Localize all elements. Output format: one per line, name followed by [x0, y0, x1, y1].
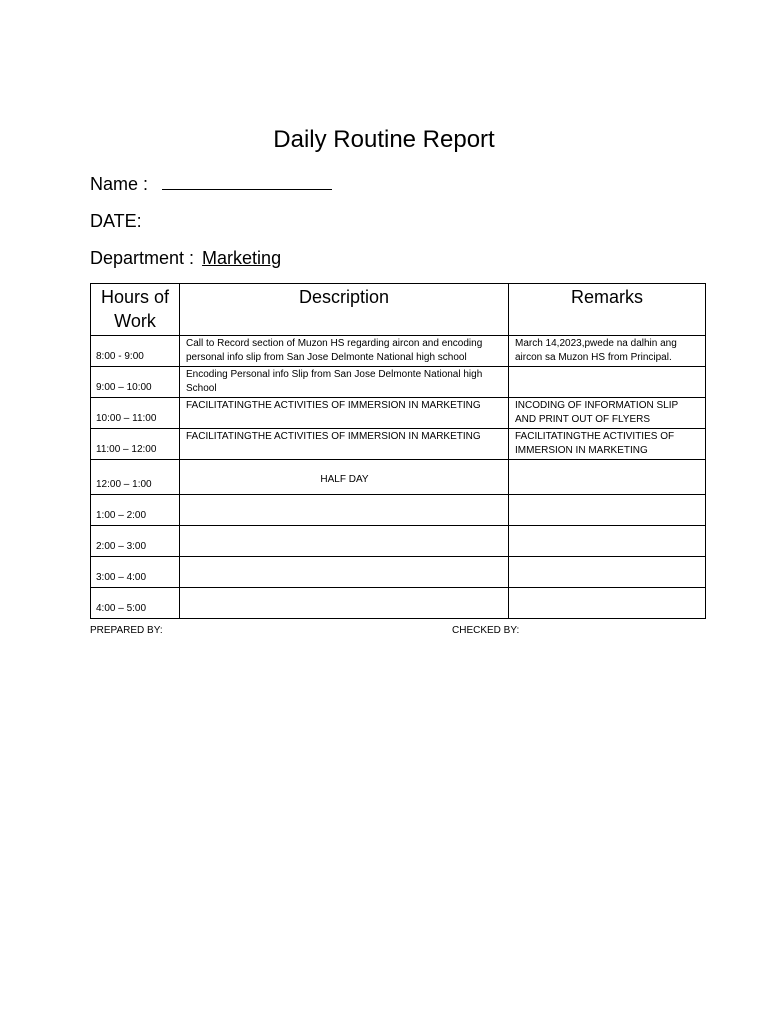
- routine-table: [90, 283, 706, 619]
- report-title: Daily Routine Report: [273, 126, 495, 153]
- table-row: [91, 398, 706, 429]
- header-description: Description: [180, 284, 509, 336]
- description-cell: FACILITATINGTHE ACTIVITIES OF IMMERSION IN MARKETING: [180, 398, 509, 429]
- table-row: [91, 367, 706, 398]
- table-row: [91, 526, 706, 557]
- description-cell: [180, 588, 509, 619]
- time-cell: 12:00 – 1:00: [91, 460, 180, 495]
- remarks-cell: [509, 460, 706, 495]
- remarks-cell: March 14,2023,pwede na dalhin ang aircon sa Muzon HS from Principal.: [509, 336, 706, 367]
- prepared-by-label: PREPARED BY:: [90, 625, 163, 636]
- remarks-cell: [509, 495, 706, 526]
- name-blank-line: [162, 171, 332, 190]
- department-value: Marketing: [202, 248, 282, 268]
- remarks-cell: [509, 557, 706, 588]
- date-field: [90, 209, 142, 233]
- time-cell: 8:00 - 9:00: [91, 336, 180, 367]
- time-cell: 11:00 – 12:00: [91, 429, 180, 460]
- time-cell: 10:00 – 11:00: [91, 398, 180, 429]
- remarks-cell: [509, 526, 706, 557]
- time-cell: 2:00 – 3:00: [91, 526, 180, 557]
- table-row: [91, 557, 706, 588]
- description-cell: FACILITATINGTHE ACTIVITIES OF IMMERSION IN MARKETING: [180, 429, 509, 460]
- date-label: DATE:: [90, 211, 142, 231]
- table-row: [91, 336, 706, 367]
- table-row: [91, 588, 706, 619]
- time-cell: 4:00 – 5:00: [91, 588, 180, 619]
- department-label: Department :: [90, 248, 195, 268]
- table-row: [91, 495, 706, 526]
- time-cell: 3:00 – 4:00: [91, 557, 180, 588]
- description-cell: [180, 557, 509, 588]
- checked-by-label: CHECKED BY:: [452, 625, 520, 636]
- description-cell: HALF DAY: [180, 460, 509, 495]
- department-field: [90, 246, 281, 270]
- time-cell: 1:00 – 2:00: [91, 495, 180, 526]
- table-row: [91, 429, 706, 460]
- name-field: [90, 171, 332, 196]
- name-label: Name :: [90, 174, 149, 194]
- table-row: [91, 460, 706, 495]
- description-cell: [180, 526, 509, 557]
- description-cell: Encoding Personal info Slip from San Jose Delmonte National high School: [180, 367, 509, 398]
- remarks-cell: FACILITATINGTHE ACTIVITIES OF IMMERSION IN MARKETING: [509, 429, 706, 460]
- header-remarks: Remarks: [509, 284, 706, 336]
- header-hours: Hours of Work: [91, 284, 180, 336]
- description-cell: Call to Record section of Muzon HS regarding aircon and encoding personal info slip from San Jose Delmonte National high school: [180, 336, 509, 367]
- remarks-cell: INCODING OF INFORMATION SLIP AND PRINT OUT OF FLYERS: [509, 398, 706, 429]
- description-cell: [180, 495, 509, 526]
- table-header-row: [91, 284, 706, 336]
- remarks-cell: [509, 588, 706, 619]
- remarks-cell: [509, 367, 706, 398]
- time-cell: 9:00 – 10:00: [91, 367, 180, 398]
